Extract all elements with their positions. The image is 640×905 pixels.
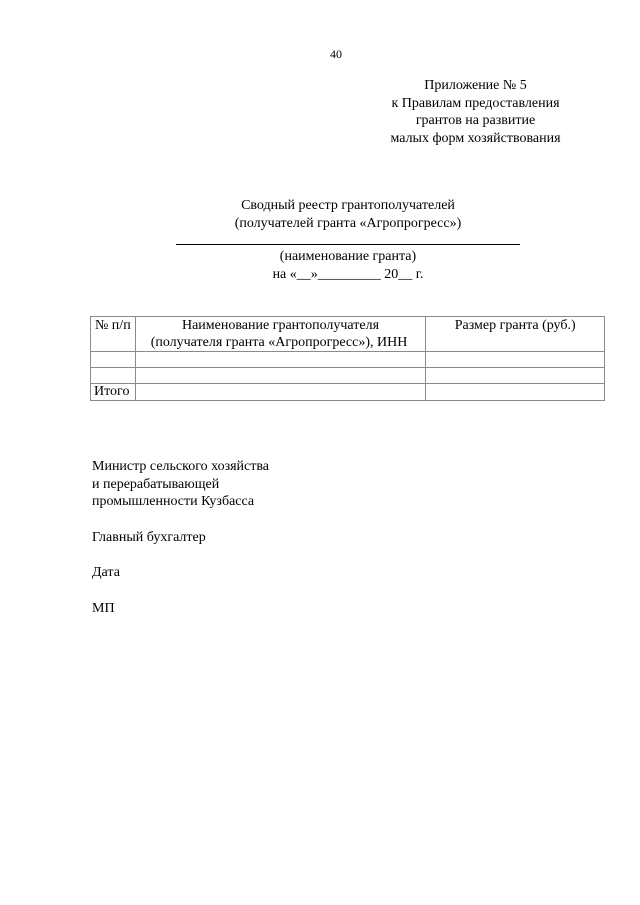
header-grant-amount: Размер гранта (руб.) (426, 317, 605, 352)
minister-line-3: промышленности Кузбасса (92, 494, 255, 509)
table-row (91, 352, 605, 368)
header-recipient-name (135, 317, 426, 352)
grant-registry-table (90, 316, 605, 401)
chief-accountant-label: Главный бухгалтер (92, 529, 206, 545)
table-cell (135, 368, 426, 384)
grant-name-blank-line (176, 244, 520, 245)
table-cell (91, 368, 136, 384)
date-label: Дата (92, 565, 120, 580)
minister-line-1: Министр сельского хозяйства (92, 459, 269, 474)
header-recipient-name-line-1: Наименование грантополучателя (181, 318, 380, 333)
table-header-row (91, 317, 605, 352)
total-label: Итого (91, 384, 136, 401)
table-cell (135, 384, 426, 401)
table-cell (426, 384, 605, 401)
table-cell (426, 352, 605, 368)
page-number: 40 (330, 47, 342, 61)
header-number: № п/п (91, 317, 136, 352)
date-line: на «__»_________ 20__ г. (272, 266, 424, 282)
title-line-1: Сводный реестр грантополучателей (241, 198, 455, 213)
table-cell (426, 368, 605, 384)
grant-name-caption: (наименование гранта) (279, 249, 417, 264)
appendix-line-4: малых форм хозяйствования (390, 130, 561, 146)
table-row (91, 368, 605, 384)
minister-line-2: и перерабатывающей (92, 476, 220, 492)
signature-block (92, 458, 269, 617)
table-cell (91, 352, 136, 368)
header-recipient-name-line-2: (получателя гранта «Агропрогресс»), ИНН (150, 335, 408, 350)
stamp-label: МП (92, 600, 115, 616)
table-cell (135, 352, 426, 368)
document-title (150, 197, 546, 232)
grant-name-block (150, 248, 546, 283)
appendix-line-1: Приложение № 5 (424, 78, 527, 93)
appendix-reference (368, 77, 583, 147)
title-line-2: (получателей гранта «Агропрогресс») (234, 215, 462, 231)
appendix-line-2: к Правилам предоставления (391, 95, 560, 111)
appendix-line-3: грантов на развитие (415, 113, 536, 128)
table-total-row (91, 384, 605, 401)
